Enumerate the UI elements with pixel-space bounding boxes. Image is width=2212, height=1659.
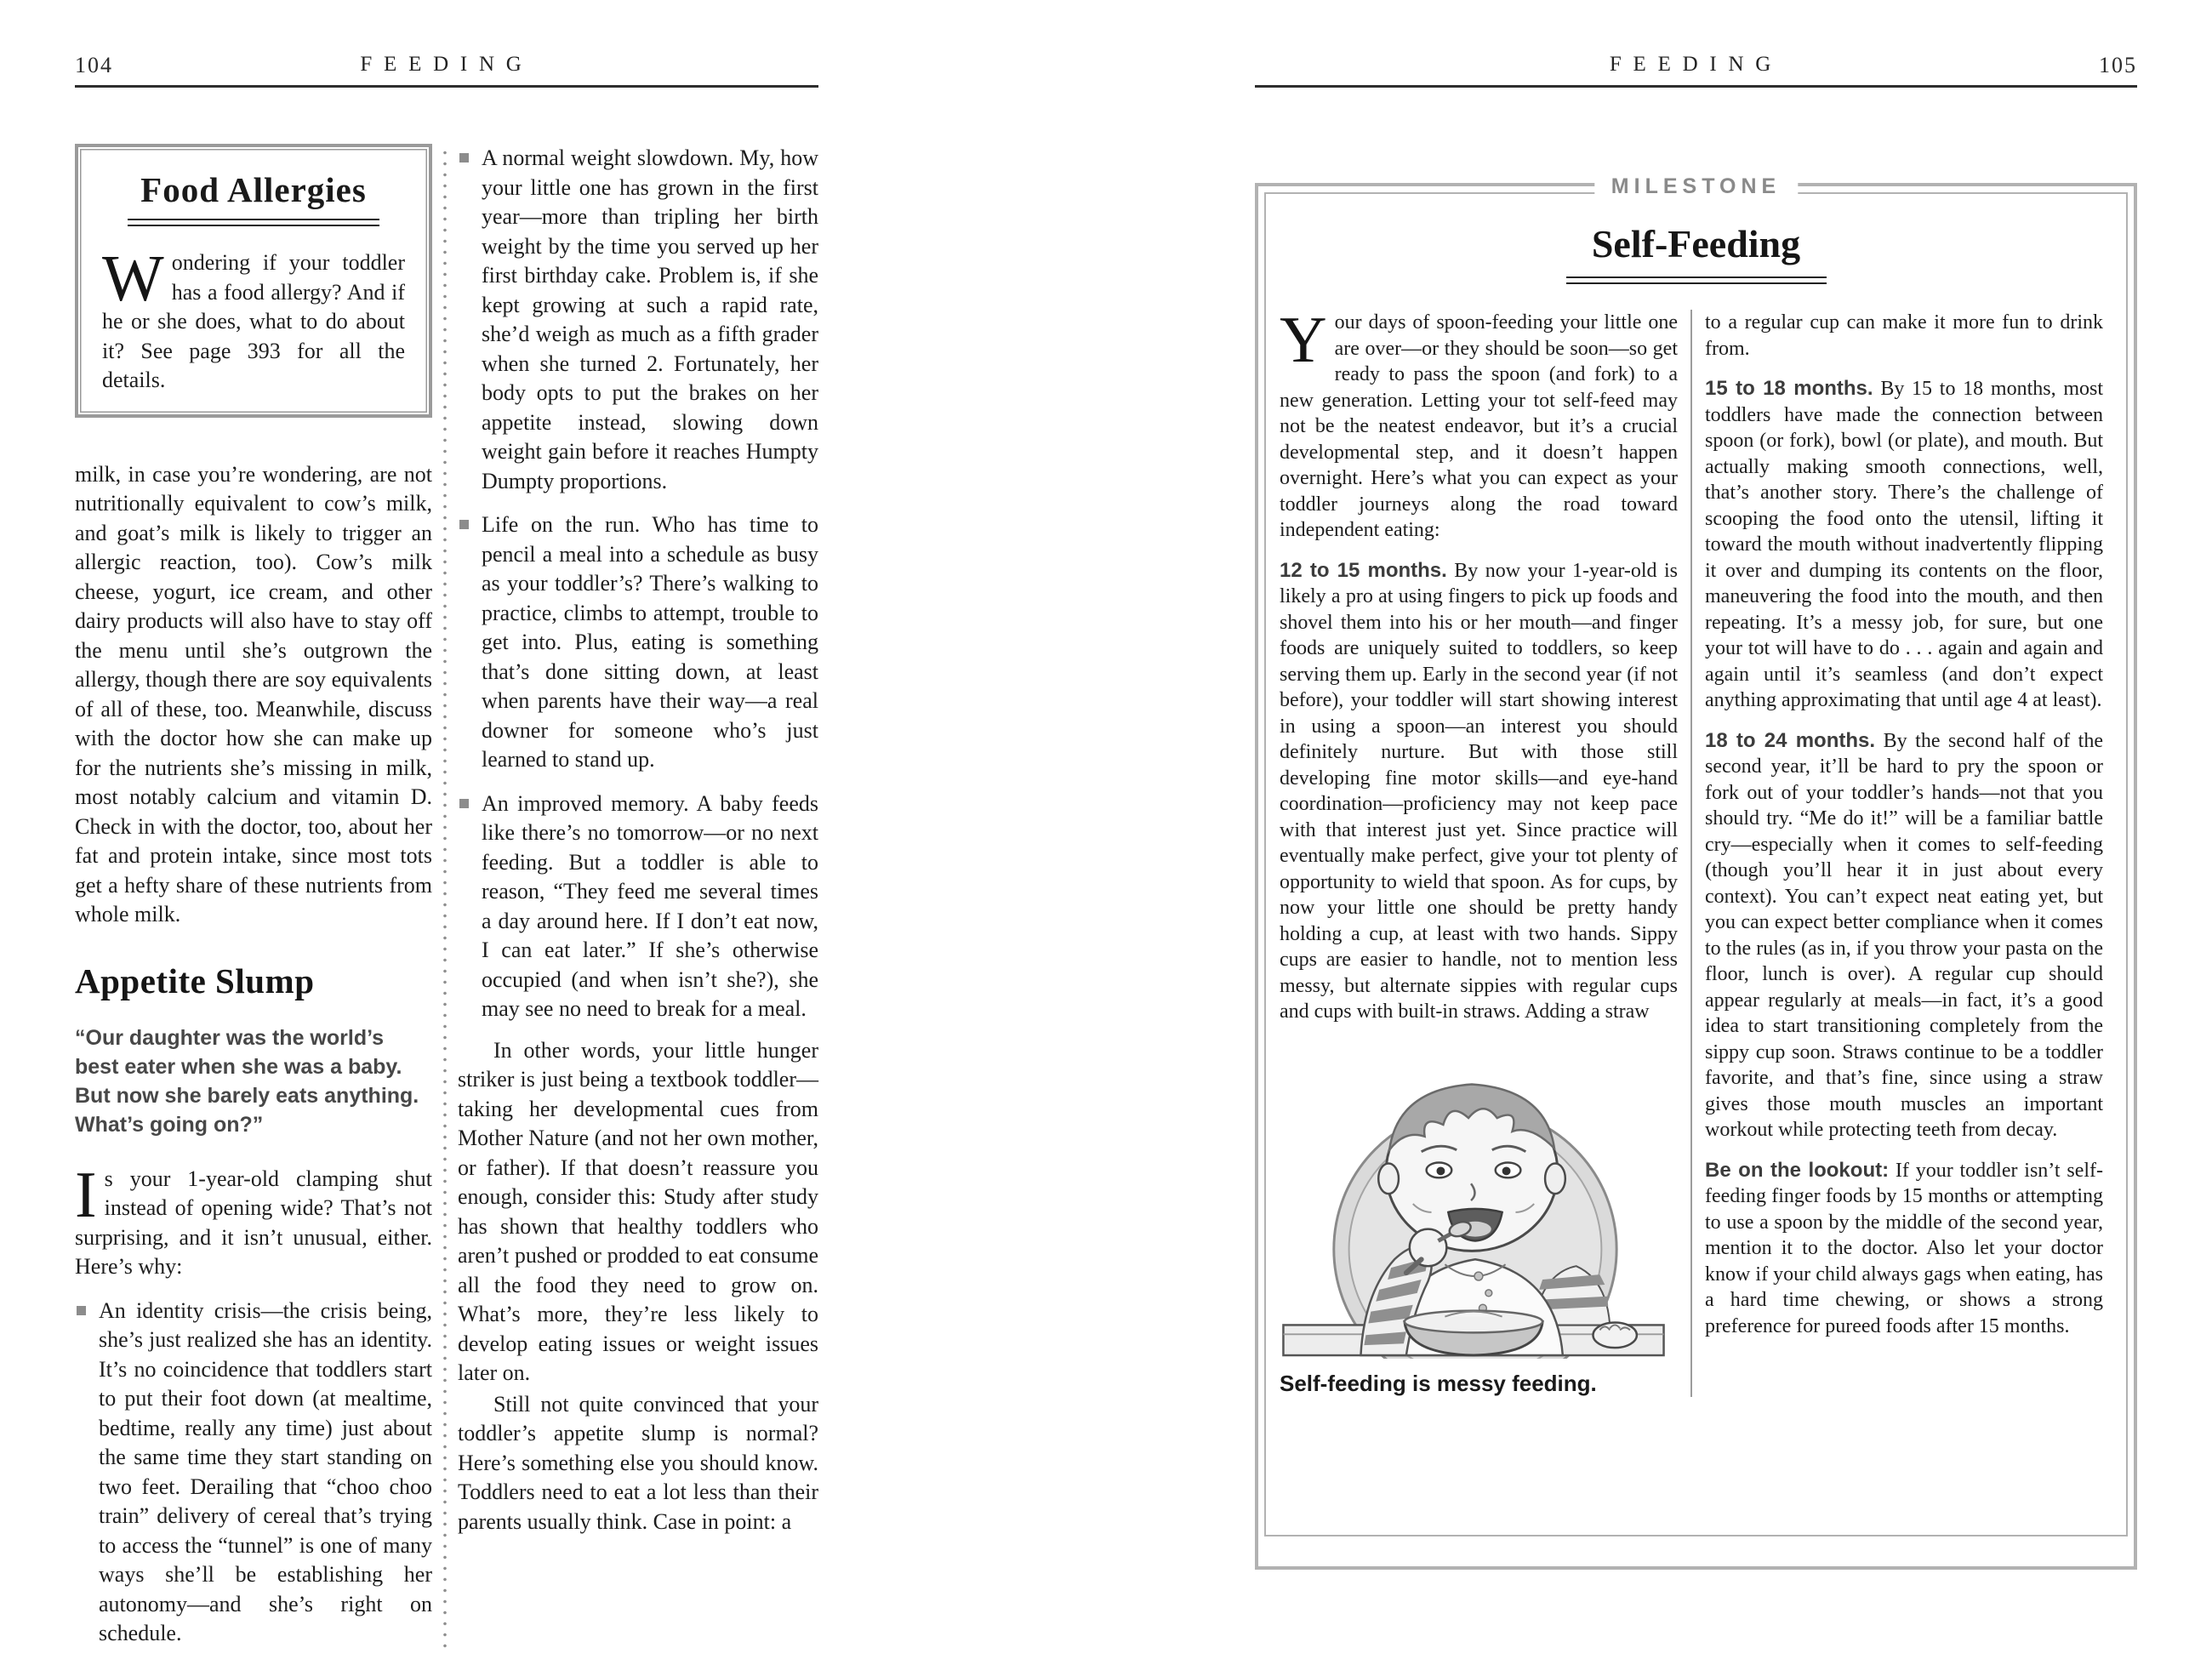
paragraph: Is your 1-year-old clamping shut instead of opening wide? That’s not surprising, and it isn’t unusual, either. Here’s why: [75,1157,432,1279]
bullet-square-icon [77,1306,86,1315]
paragraph: to a regular cup can make it more fun to drink from. [1705,311,2103,360]
left-page-column-2 [458,144,818,1649]
box-body: Wondering if your toddler has a food allergy? And if he or she does, what to do about it? See page 393 for all the details. [102,242,405,392]
bullet-text: An improved memory. A baby feeds like there’s no tomorrow—or no next feeding. But a toddler is able to reason, “They feed me several times a day around here. If I don’t eat now, I can eat later.” If she’s otherwise occupied (and when isn’t she?), she may see no need to break for a meal. [482,790,818,1021]
paragraph-text: By 15 to 18 months, most toddlers have made the connection between spoon (or fork), bowl (or plate), and mouth. But actually making smooth connections, well, that’s another story. There’s the challenge of scooping the food onto the utensil, lifting it toward the mouth without inadvertently flipping it over and dumping its contents on the floor, maneuvering the food into the mouth, and then repeating. It’s a messy job, for sure, but one your tot will have to do . . . again and again and again until it’s seamless (and don’t expect anything approximating that until age 4 at least). [1705,378,2104,711]
double-rule [128,219,379,226]
paragraph-15-18-months [1705,376,2103,714]
paragraph: Still not quite convinced that your toddler’s appetite slump is normal? Here’s something else you should know. Toddlers need to eat a lot less than their parents usually think. Case in point: a [458,1391,818,1534]
paragraph-be-on-the-lookout [1705,1158,2103,1340]
paragraph-12-15-months [1280,558,1678,1025]
milestone-columns [1280,303,2112,1397]
list-item [458,510,818,775]
bullet-text: Life on the run. Who has time to pencil a meal into a schedule as busy as your toddler’s? There’s walking to practice, climbs to attempt, trouble to get into. Plus, eating is something that’s done sitting down, at least when parents have their way—a real downer for someone who’s just learned to stand up. [482,512,818,772]
list-item [75,1297,432,1649]
bullet-square-icon [459,799,469,808]
section-heading-appetite-slump: Appetite Slump [75,961,315,1001]
page-number: 105 [2099,53,2137,77]
paragraph-text: By the second half of the second year, it’ll be hard to pry the spoon or fork out of your toddler’s hands—not that you should try. “Me do it!” will be a familiar battle cry—especially when it comes to self-feeding (though you’ll hear it in just about every context). You can’t expect neat eating yet, but you can expect better compliance when it comes to the rules (as in, if you throw your pasta on the floor, lunch is over). A regular cup should appear regularly at meals—in fact, it’s a good idea to start transitioning completely from the sippy cup soon. Straws continue to be a toddler favorite, and that’s fine, since using a straw gives those mouth muscles an important workout while protecting teeth from decay. [1705,729,2103,1141]
paragraph-text: If your toddler isn’t self-feeding finger foods by 15 months or attempting to use a spoon by the middle of the second year, mention it to the doctor. Also let your doctor know if your child always gags when eating, has a hard time chewing, or shows a strong preference for pureed foods after 15 months. [1705,1159,2103,1337]
age-range-lead: 18 to 24 months. [1705,728,1876,752]
left-page-column-1 [75,144,432,1649]
running-head: FEEDING [360,53,533,76]
page-105 [1255,49,2137,1570]
page-header [1255,49,2137,82]
illustration-caption: Self-feeding is messy feeding. [1280,1370,1597,1396]
paragraph: milk, in case you’re wondering, are not nutritionally equivalent to cow’s milk, and goat’s milk is likely to trigger an allergic reaction, too). Cow’s milk cheese, yogurt, ice cream, and other dairy products will also have to stay off the menu until she’s outgrown the allergy, though there are soy equivalents of all of these, too. Meanwhile, discuss with the doctor how she can make up for the nutrients she’s missing in milk, most notably calcium and vitamin D. Check in with the doctor, too, about her fat and protein intake, since most tots get a hefty share of these nutrients from whole milk. [75,461,432,926]
list-item [458,790,818,1024]
list-item [458,144,818,496]
lookout-lead: Be on the lookout: [1705,1158,1890,1182]
milestone-column-1 [1280,303,1679,1397]
paragraph: Your days of spoon-feeding your little one are over—or they should be soon—so get ready to pass the spoon (and fork) to a new generation. Letting your tot self-feed may not be the neatest endeavor, but it’s a crucial developmental step, and it doesn’t happen overnight. Here’s what you can expect as your toddler journeys along the road toward independent eating: [1280,303,1678,541]
baby-self-feeding-illustration [1280,1047,1668,1359]
bullet-square-icon [459,520,469,529]
milestone-inner-frame [1264,192,2128,1536]
page-header [75,49,818,82]
bullet-text: A normal weight slowdown. My, how your little one has grown in the first year—more than tripling her birth weight by the time you served up her first birthday cake. Problem is, if she kept growing at such a rapid rate, she’d weigh as much as a fifth grader when she turned 2. Fortunately, her body opts to put the brakes on her appetite instead, slowing down weight gain before it reaches Humpty Dumpty proportions. [482,145,818,493]
age-range-lead: 15 to 18 months. [1705,377,1873,400]
page-104 [75,49,818,1649]
left-page-columns [75,144,818,1649]
milestone-column-divider [1690,310,1692,1397]
milestone-column-2 [1705,310,2103,1397]
paragraph-text: By now your 1-year-old is likely a pro at using fingers to pick up foods and shovel them into his or her mouth—and finger foods are uniquely suited to toddlers, so keep serving them up. Early in the second year (if not before), your toddler will start showing interest in using a spoon—an interest you should definitely nurture. But with those still developing fine motor skills—and eye-hand coordination—proficiency may not keep pace with that interest just yet. Since practice will eventually make perfect, give your tot plenty of opportunity to wield that spoon. As for cups, by now your little one should be pretty handy holding a cup, at least with two hands. Sippy cups are easier to handle, not to mention less messy, but alternate sippies with regular cups and cups with built-in straws. Adding a straw [1280,559,1679,1023]
bullet-square-icon [459,153,469,162]
illustration-block [1280,1047,1678,1397]
double-rule [1566,276,1827,284]
milestone-box [1255,174,2137,1570]
milestone-label: MILESTONE [1594,172,1798,201]
page-number: 104 [75,53,113,77]
header-rule [1255,85,2137,88]
food-allergies-box [75,144,432,418]
running-head: FEEDING [1609,53,1783,76]
age-range-lead: 12 to 15 months. [1280,558,1447,582]
reader-question-quote: “Our daughter was the world’s best eater when she was a baby. But now she barely eats anything. What’s going on?” [75,1025,419,1137]
milestone-title: Self-Feeding [1591,222,1801,265]
paragraph-18-24-months [1705,728,2103,1143]
header-rule [75,85,818,88]
box-title: Food Allergies [140,170,367,209]
column-divider-dotted [443,147,447,1649]
paragraph: In other words, your little hunger striker is just being a textbook toddler—taking her developmental cues from Mother Nature (and not her own mother, or father). If that doesn’t reassure you enough, consider this: Study after study has shown that healthy toddlers who aren’t pushed or prodded to eat consume all the food they need to grow on. What’s more, they’re less likely to develop eating issues or weight issues later on. [458,1037,818,1385]
bullet-text: An identity crisis—the crisis being, she’s just realized she has an identity. It’s no coincidence that toddlers start to put their foot down (at mealtime, bedtime, really any time) just about the same time they start standing on two feet. Derailing that “choo choo train” delivery of cereal that’s trying to access the “tunnel” is one of many ways she’ll be establishing her autonomy—and she’s right on schedule. [99,1297,432,1645]
